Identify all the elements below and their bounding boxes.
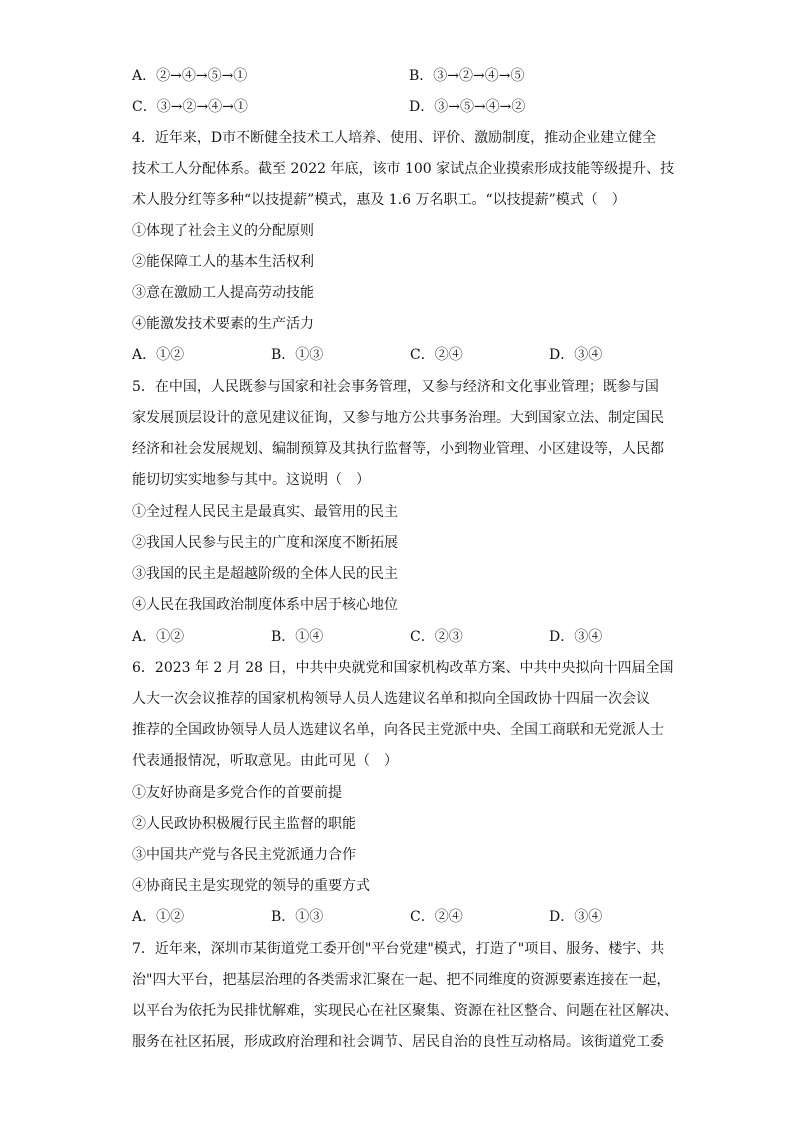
q5-option-a[interactable]: A．①② (132, 629, 185, 645)
q5-options-row (0, 627, 794, 647)
q6-option-c[interactable]: C．②④ (410, 909, 463, 925)
q3-options-row-2 (0, 97, 794, 117)
q5-stem-line-2: 家发展顶层设计的意见建议征询，又参与地方公共事务治理。大到国家立法、制定国民 (132, 410, 664, 426)
q4-statement-3: ③意在激励工人提高劳动技能 (132, 285, 314, 301)
q7-stem-line-2: 治"四大平台，把基层治理的各类需求汇聚在一起、把不同维度的资源要素连接在一起， (132, 972, 671, 988)
q7-stem-line-3: 以平台为依托为民排忧解难，实现民心在社区聚集、资源在社区整合、问题在社区解决、 (132, 1003, 678, 1019)
q7-stem-line-4: 服务在社区拓展，形成政府治理和社会调节、居民自治的良性互动格局。该街道党工委 (132, 1034, 664, 1050)
q6-stem-line-3: 推荐的全国政协领导人员人选建议名单，向各民主党派中央、全国工商联和无党派人士 (132, 722, 664, 738)
q6-statement-2: ②人民政协积极履行民主监督的职能 (132, 816, 356, 832)
q6-option-b[interactable]: B．①③ (271, 909, 324, 925)
q4-statement-1: ①体现了社会主义的分配原则 (132, 223, 314, 239)
q5-option-c[interactable]: C．②③ (410, 629, 463, 645)
q4-options-row (0, 345, 794, 365)
q6-stem-line-4: 代表通报情况，听取意见。由此可见（ ） (132, 753, 398, 769)
q5-stem-line-3: 经济和社会发展规划、编制预算及其执行监督等，小到物业管理、小区建设等，人民都 (132, 441, 664, 457)
q4-stem-line-1: 4．近年来，D市不断健全技术工人培养、使用、评价、激励制度，推动企业建立健全 (132, 130, 657, 146)
q6-statement-3: ③中国共产党与各民主党派通力合作 (132, 847, 356, 863)
q5-stem-line-1: 5．在中国，人民既参与国家和社会事务管理，又参与经济和文化事业管理；既参与国 (132, 379, 659, 395)
q5-stem-line-4: 能切切实实地参与其中。这说明（ ） (132, 472, 370, 488)
q6-stem-line-2: 人大一次会议推荐的国家机构领导人员人选建议名单和拟向全国政协十四届一次会议 (132, 691, 650, 707)
q5-option-d[interactable]: D．③④ (549, 629, 603, 645)
q6-stem-line-1: 6．2023 年 2 月 28 日，中共中央就党和国家机构改革方案、中共中央拟向十四届全国 (132, 660, 674, 676)
q6-option-a[interactable]: A．①② (132, 909, 185, 925)
q4-option-c[interactable]: C．②④ (410, 347, 463, 363)
q5-option-b[interactable]: B．①④ (271, 629, 324, 645)
q5-statement-4: ④人民在我国政治制度体系中居于核心地位 (132, 597, 398, 613)
q3-option-b[interactable]: B．③→②→④→⑤ (409, 68, 525, 84)
q4-stem-line-2: 技术工人分配体系。截至 2022 年底，该市 100 家试点企业摸索形成技能等级提升、技 (132, 161, 675, 177)
q6-statement-1: ①友好协商是多党合作的首要前提 (132, 785, 342, 801)
q3-option-a[interactable]: A．②→④→⑤→① (132, 68, 248, 84)
q3-options-row-1 (0, 66, 794, 86)
q5-statement-2: ②我国人民参与民主的广度和深度不断拓展 (132, 535, 398, 551)
q4-statement-2: ②能保障工人的基本生活权利 (132, 254, 314, 270)
q4-stem-line-3: 术人股分红等多种“以技提薪”模式，惠及 1.6 万名职工。“以技提薪”模式（ ） (132, 192, 626, 208)
q5-statement-1: ①全过程人民民主是最真实、最管用的民主 (132, 504, 398, 520)
q4-option-b[interactable]: B．①③ (271, 347, 324, 363)
q4-option-d[interactable]: D．③④ (549, 347, 603, 363)
q4-statement-4: ④能激发技术要素的生产活力 (132, 316, 314, 332)
q6-options-row (0, 907, 794, 927)
q6-statement-4: ④协商民主是实现党的领导的重要方式 (132, 878, 370, 894)
q7-stem-line-1: 7．近年来，深圳市某街道党工委开创"平台党建"模式，打造了"项目、服务、楼宇、共 (132, 941, 665, 957)
q6-option-d[interactable]: D．③④ (549, 909, 603, 925)
q4-option-a[interactable]: A．①② (132, 347, 185, 363)
q5-statement-3: ③我国的民主是超越阶级的全体人民的民主 (132, 566, 398, 582)
q3-option-c[interactable]: C．③→②→④→① (132, 99, 248, 115)
q3-option-d[interactable]: D．③→⑤→④→② (409, 99, 526, 115)
